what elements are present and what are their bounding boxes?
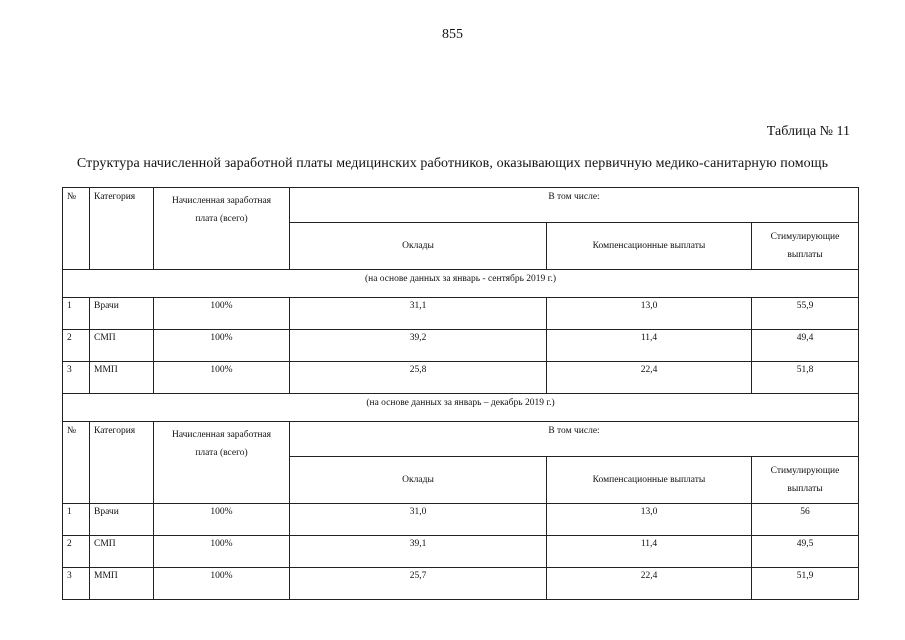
section-label: (на основе данных за январь – декабрь 2019 г.) — [63, 394, 859, 422]
table-row — [63, 504, 859, 536]
header-row — [63, 422, 859, 457]
cell-compensation: 22,4 — [547, 568, 752, 600]
cell-num: 1 — [63, 504, 90, 536]
cell-total: 100% — [154, 504, 290, 536]
header-incentive-line1: Стимулирующие — [770, 232, 840, 242]
header-num: № — [63, 188, 90, 270]
header-salary-line2: плата (всего) — [195, 448, 248, 458]
cell-base: 25,8 — [290, 362, 547, 394]
header-incentive — [752, 223, 859, 270]
cell-incentive: 51,9 — [752, 568, 859, 600]
table-row — [63, 330, 859, 362]
header-including: В том числе: — [290, 188, 859, 223]
table-row — [63, 536, 859, 568]
header-salary — [154, 422, 290, 504]
header-including: В том числе: — [290, 422, 859, 457]
cell-compensation: 11,4 — [547, 536, 752, 568]
header-category: Категория — [90, 188, 154, 270]
cell-total: 100% — [154, 536, 290, 568]
cell-incentive: 56 — [752, 504, 859, 536]
salary-structure-table — [62, 187, 858, 600]
cell-total: 100% — [154, 298, 290, 330]
cell-category: СМП — [90, 330, 154, 362]
cell-base: 39,2 — [290, 330, 547, 362]
cell-incentive: 49,4 — [752, 330, 859, 362]
cell-incentive: 51,8 — [752, 362, 859, 394]
section-label-row — [63, 394, 859, 422]
cell-total: 100% — [154, 568, 290, 600]
cell-base: 31,0 — [290, 504, 547, 536]
cell-compensation: 13,0 — [547, 504, 752, 536]
header-salary-line1: Начисленная заработная — [171, 196, 272, 206]
cell-base: 31,1 — [290, 298, 547, 330]
table-row — [63, 362, 859, 394]
cell-base: 39,1 — [290, 536, 547, 568]
header-category: Категория — [90, 422, 154, 504]
page-number: 855 — [442, 27, 463, 42]
cell-base: 25,7 — [290, 568, 547, 600]
section-label-row — [63, 270, 859, 298]
header-incentive — [752, 457, 859, 504]
table-row — [63, 298, 859, 330]
cell-total: 100% — [154, 330, 290, 362]
cell-category: Врачи — [90, 298, 154, 330]
section-label: (на основе данных за январь - сентябрь 2019 г.) — [63, 270, 859, 298]
cell-num: 1 — [63, 298, 90, 330]
header-salary — [154, 188, 290, 270]
header-compensation: Компенсационные выплаты — [547, 457, 752, 504]
cell-compensation: 22,4 — [547, 362, 752, 394]
cell-category: ММП — [90, 362, 154, 394]
table-row — [63, 568, 859, 600]
header-row — [63, 188, 859, 223]
cell-category: Врачи — [90, 504, 154, 536]
header-base: Оклады — [290, 223, 547, 270]
header-num: № — [63, 422, 90, 504]
header-incentive-line1: Стимулирующие — [770, 466, 840, 476]
header-salary-line1: Начисленная заработная — [171, 430, 272, 440]
cell-total: 100% — [154, 362, 290, 394]
header-compensation: Компенсационные выплаты — [547, 223, 752, 270]
cell-category: СМП — [90, 536, 154, 568]
cell-num: 3 — [63, 568, 90, 600]
cell-num: 2 — [63, 330, 90, 362]
header-salary-line2: плата (всего) — [195, 214, 248, 224]
cell-compensation: 11,4 — [547, 330, 752, 362]
cell-category: ММП — [90, 568, 154, 600]
cell-num: 2 — [63, 536, 90, 568]
header-base: Оклады — [290, 457, 547, 504]
header-incentive-line2: выплаты — [787, 484, 823, 494]
table-label: Таблица № 11 — [766, 124, 850, 139]
cell-incentive: 55,9 — [752, 298, 859, 330]
cell-num: 3 — [63, 362, 90, 394]
document-title: Структура начисленной заработной платы медицинских работников, оказывающих первичную медико-санитарную помощь — [76, 156, 829, 171]
cell-compensation: 13,0 — [547, 298, 752, 330]
cell-incentive: 49,5 — [752, 536, 859, 568]
header-incentive-line2: выплаты — [787, 250, 823, 260]
